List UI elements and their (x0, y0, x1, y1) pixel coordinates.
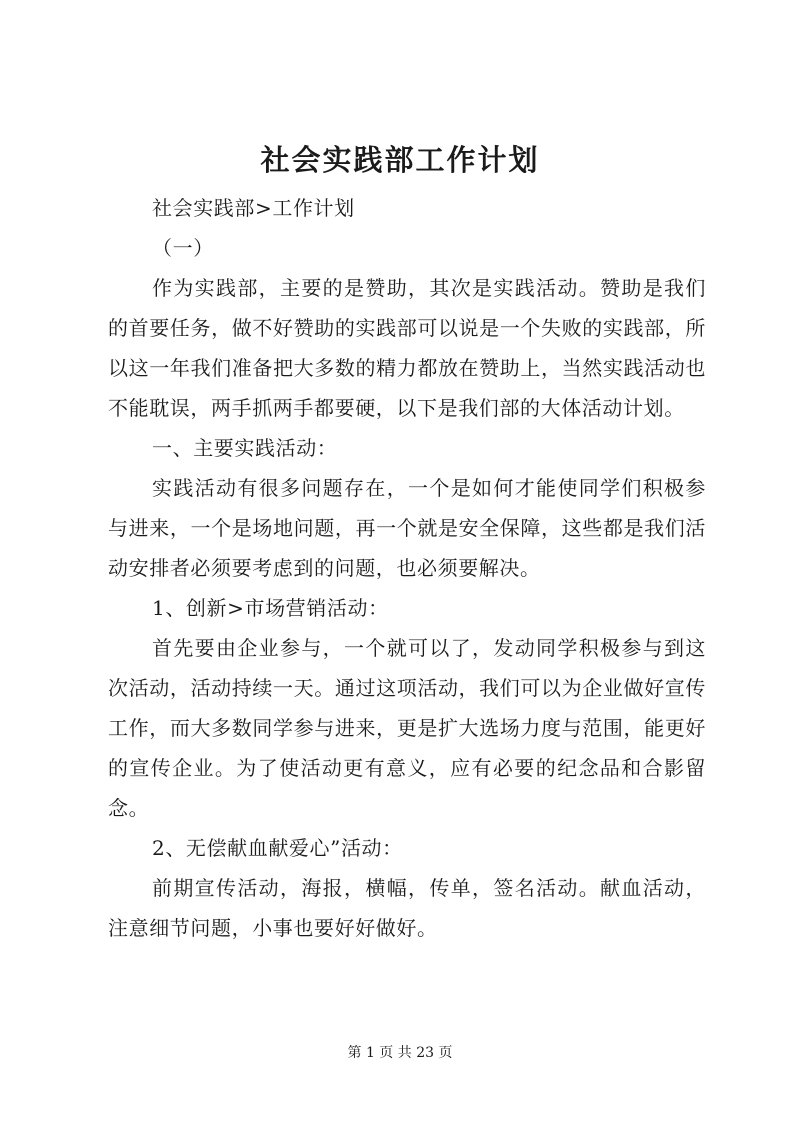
paragraph-section-marker: （一） (152, 236, 214, 260)
heading-main-activities: 一、主要实践活动： (152, 436, 338, 460)
heading-marketing-activity: 1、创新>市场营销活动： (152, 596, 389, 620)
document-body (108, 188, 706, 948)
page-footer: 第 1 页 共 23 页 (347, 1045, 453, 1061)
paragraph-blood-donation-activity: 前期宣传活动，海报，横幅，传单，签名活动。献血活动，注意细节问题，小事也要好好做好。 (108, 876, 706, 940)
paragraph-breadcrumb: 社会实践部>工作计划 (152, 196, 355, 220)
document-title: 社会实践部工作计划 (260, 143, 540, 177)
heading-blood-donation-activity: 2、无偿献血献爱心”活动： (152, 836, 403, 860)
paragraph-intro: 作为实践部，主要的是赞助，其次是实践活动。赞助是我们的首要任务，做不好赞助的实践部可以说是一个失败的实践部，所以这一年我们准备把大多数的精力都放在赞助上，当然实践活动也不能耽误，两手抓两手都要硬，以下是我们部的大体活动计划。 (108, 276, 706, 420)
paragraph-marketing-activity: 首先要由企业参与，一个就可以了，发动同学积极参与到这次活动，活动持续一天。通过这项活动，我们可以为企业做好宣传工作，而大多数同学参与进来，更是扩大选场力度与范围，能更好的宣传企业。为了使活动更有意义，应有必要的纪念品和合影留念。 (108, 636, 706, 820)
paragraph-activities-issues: 实践活动有很多问题存在，一个是如何才能使同学们积极参与进来，一个是场地问题，再一个就是安全保障，这些都是我们活动安排者必须要考虑到的问题，也必须要解决。 (108, 476, 706, 580)
